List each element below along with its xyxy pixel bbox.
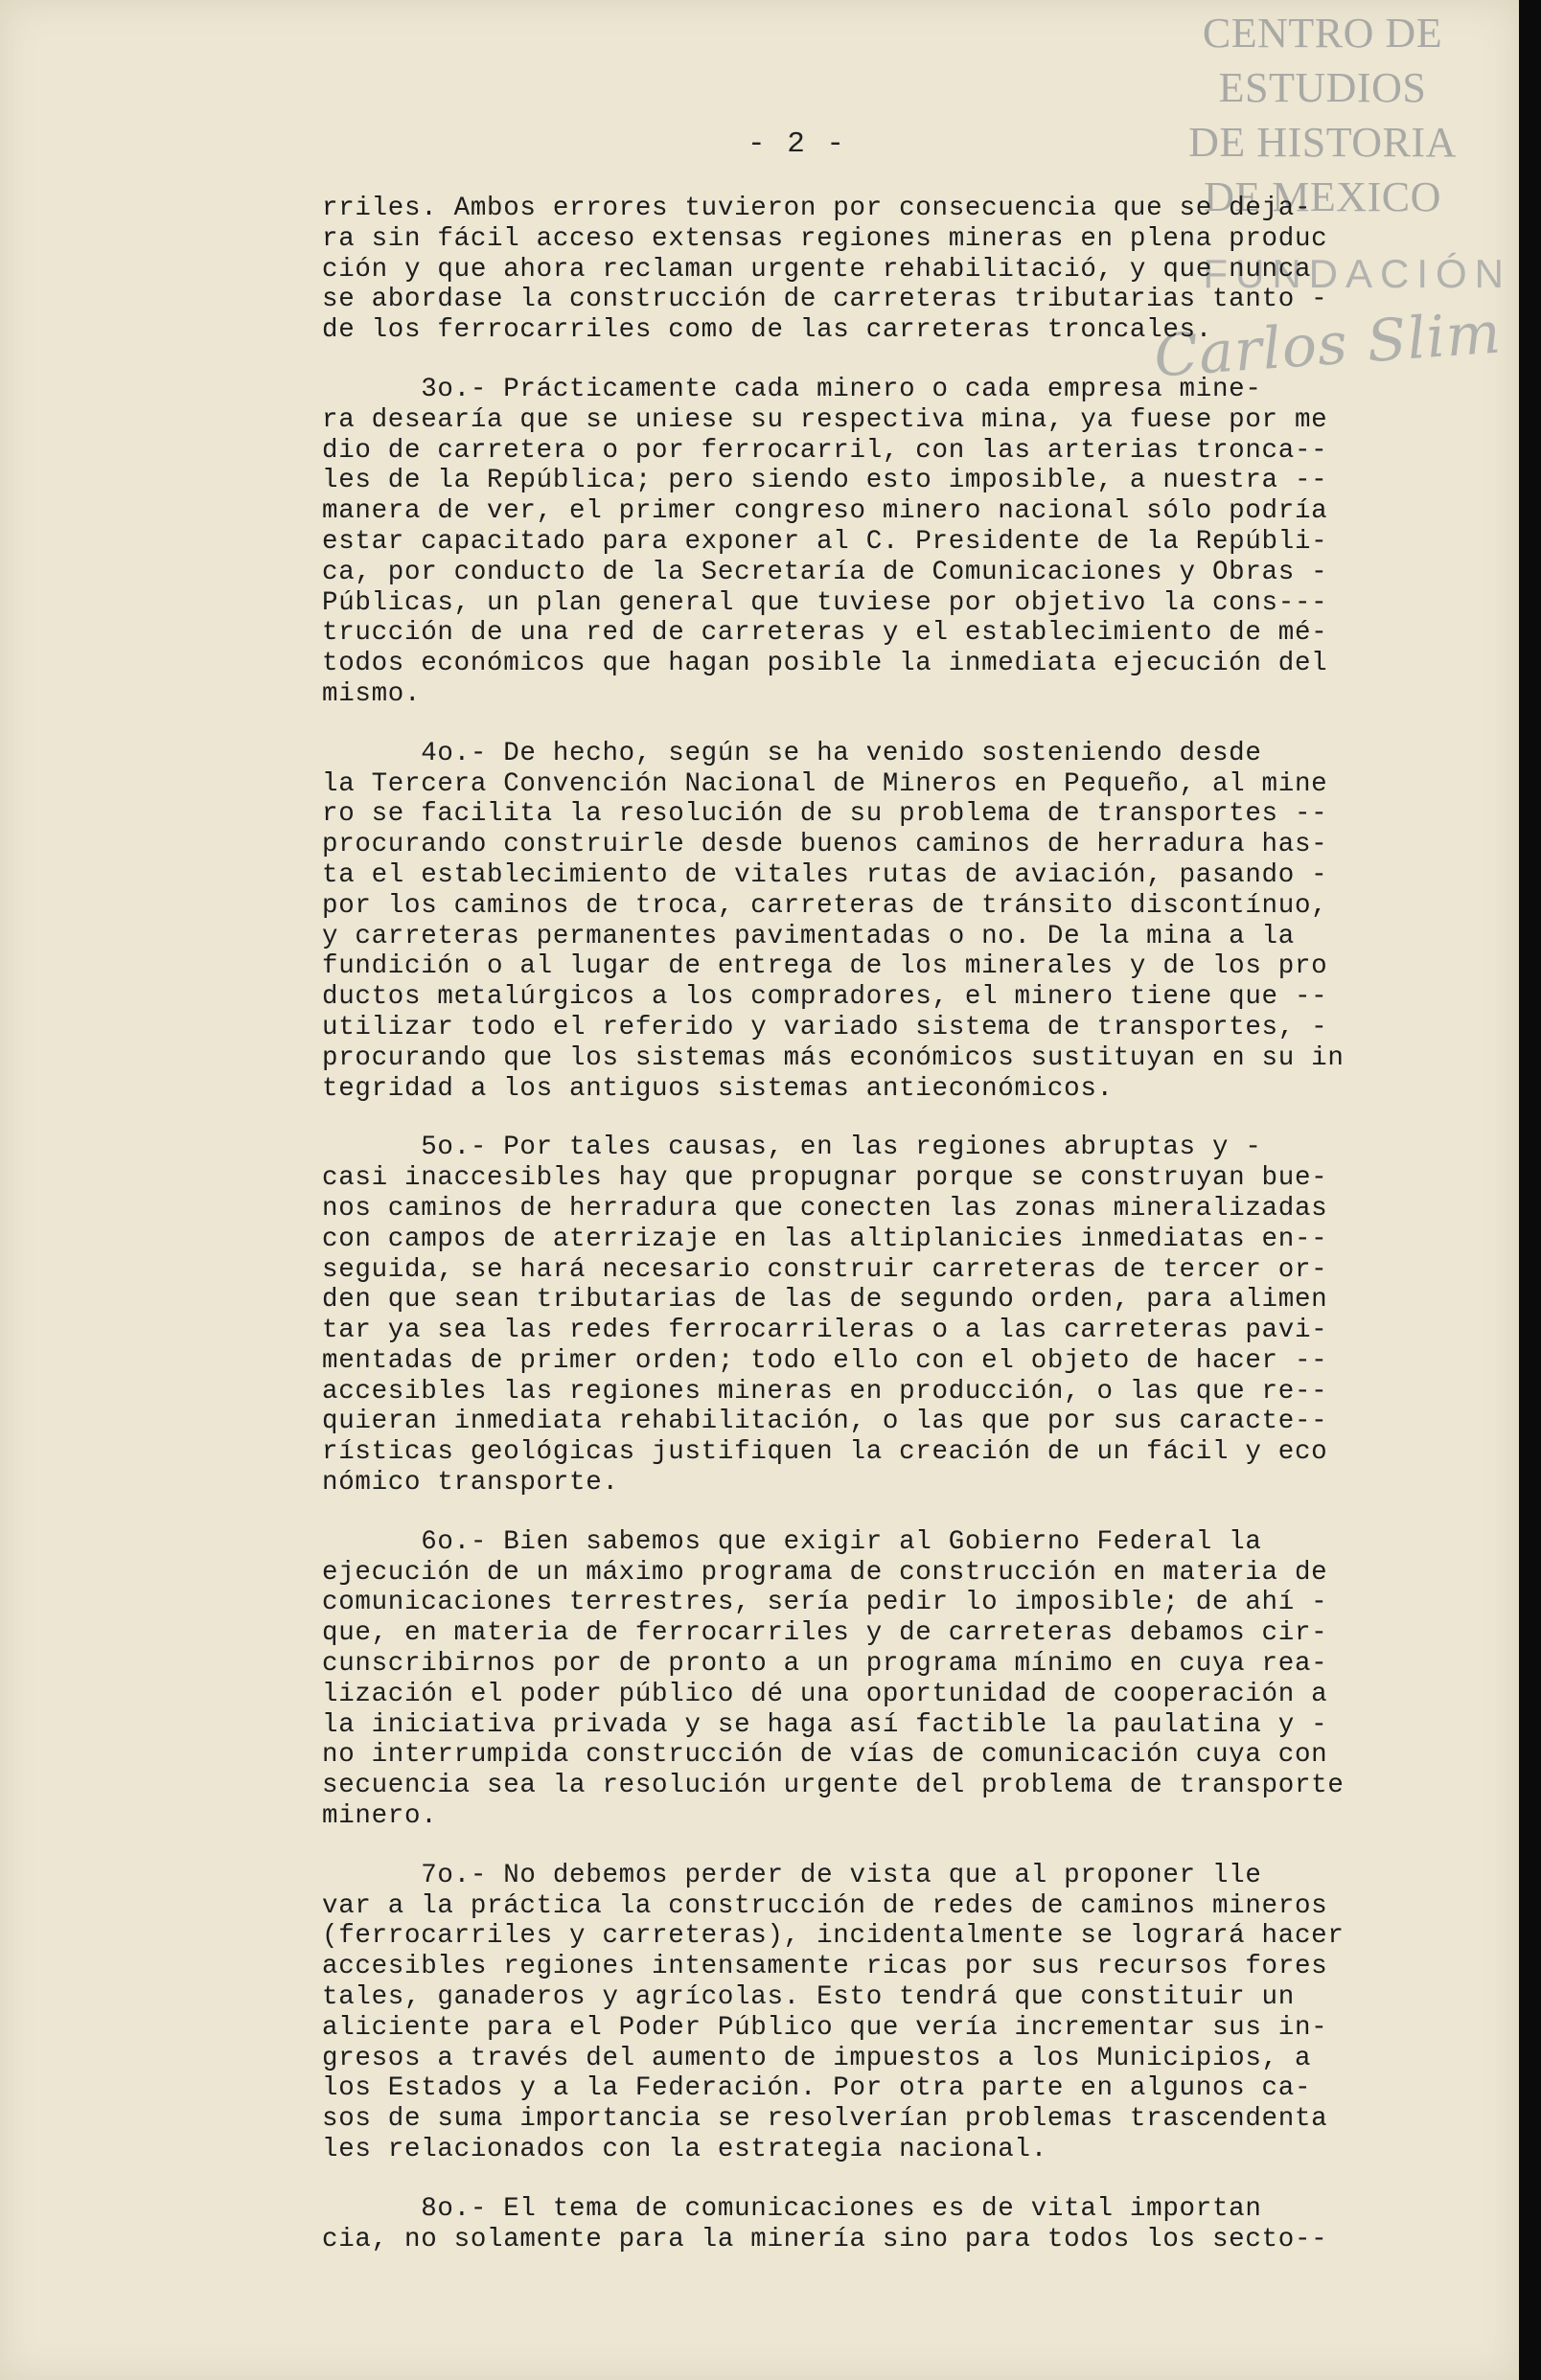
text-line: por los caminos de troca, carreteras de tránsito discontínuo, — [322, 890, 1328, 921]
text-line: procurando que los sistemas más económicos sustituyan en su in — [322, 1042, 1345, 1073]
text-line: rriles. Ambos errores tuvieron por consecuencia que se deja- — [322, 194, 1312, 223]
text-line: estar capacitado para exponer al C. Presidente de la Repúbli- — [322, 526, 1328, 557]
text-line: los Estados y a la Federación. Por otra parte en algunos ca- — [322, 2073, 1312, 2104]
text-line: ductos metalúrgicos a los compradores, el minero tiene que -- — [322, 982, 1328, 1013]
text-line: 6o.- Bien sabemos que exigir al Gobierno Federal la — [322, 1526, 1262, 1557]
text-line: comunicaciones terrestres, sería pedir lo imposible; de ahí - — [322, 1588, 1328, 1618]
text-line: la Tercera Convención Nacional de Mineros en Pequeño, al mine — [322, 768, 1328, 799]
text-line: ca, por conducto de la Secretaría de Comunicaciones y Obras - — [322, 557, 1328, 587]
watermark-fundacion: FUNDACIÓN — [1203, 251, 1511, 296]
archive-watermark — [1164, 6, 1481, 224]
text-line: manera de ver, el primer congreso minero nacional sólo podría — [322, 496, 1328, 527]
watermark-signature: Carlos Slim — [1152, 299, 1504, 391]
text-line: todos económicos que hagan posible la inmediata ejecución del — [322, 649, 1328, 679]
text-line: den que sean tributarias de las de segundo orden, para alimen — [322, 1285, 1328, 1316]
text-line: cunscribirnos por de pronto a un programa mínimo en cuya rea- — [322, 1649, 1328, 1680]
watermark-line: DE HISTORIA — [1188, 119, 1457, 166]
text-line: tar ya sea las redes ferrocarrileras o a las carreteras pavi- — [322, 1316, 1328, 1346]
text-line: lización el poder público dé una oportunidad de cooperación a — [322, 1679, 1328, 1709]
paragraph-4o — [322, 739, 1434, 1105]
text-line: procurando construirle desde buenos caminos de herradura has- — [322, 830, 1328, 860]
text-line: (ferrocarriles y carreteras), incidentalmente se logrará hacer — [322, 1921, 1345, 1952]
text-line: rísticas geológicas justifiquen la creación de un fácil y eco — [322, 1437, 1328, 1468]
paragraph-8o — [322, 2194, 1434, 2255]
text-line: accesibles regiones intensamente ricas por sus recursos fores — [322, 1952, 1328, 1982]
text-line: mismo. — [322, 678, 422, 709]
text-line: gresos a través del aumento de impuestos a los Municipios, a — [322, 2043, 1312, 2073]
text-line: no interrumpida construcción de vías de comunicación cuya con — [322, 1740, 1328, 1771]
text-line: tales, ganaderos y agrícolas. Esto tendrá que constituir un — [322, 1982, 1295, 2013]
text-line: cia, no solamente para la minería sino para todos los secto-- — [322, 2224, 1328, 2254]
text-line: ra desearía que se uniese su respectiva mina, ya fuese por me — [322, 404, 1328, 435]
text-line: var a la práctica la construcción de redes de caminos mineros — [322, 1890, 1328, 1921]
text-line: 8o.- El tema de comunicaciones es de vital importan — [322, 2193, 1262, 2224]
text-line: la iniciativa privada y se haga así factible la paulatina y - — [322, 1709, 1328, 1740]
text-line: casi inaccesibles hay que propugnar porque se construyan bue- — [322, 1163, 1328, 1194]
text-line: ejecución de un máximo programa de construcción en materia de — [322, 1557, 1328, 1588]
text-line: 5o.- Por tales causas, en las regiones abruptas y - — [322, 1133, 1262, 1163]
text-line: ra sin fácil acceso extensas regiones mineras en plena produc — [322, 223, 1328, 254]
text-line: nómico transporte. — [322, 1468, 619, 1499]
document-body — [322, 194, 1434, 2283]
watermark-line: ESTUDIOS — [1218, 64, 1427, 111]
text-line: dio de carretera o por ferrocarril, con las arterias tronca-- — [322, 435, 1328, 466]
text-line: quieran inmediata rehabilitación, o las que por sus caracte-- — [322, 1407, 1328, 1437]
text-line: accesibles las regiones mineras en producción, o las que re-- — [322, 1376, 1328, 1407]
text-line: secuencia sea la resolución urgente del problema de transporte — [322, 1771, 1345, 1801]
text-line: 3o.- Prácticamente cada minero o cada empresa mine- — [322, 374, 1262, 404]
scan-border — [1519, 0, 1541, 2380]
text-line: con campos de aterrizaje en las altiplanicies inmediatas en-- — [322, 1224, 1328, 1254]
text-line: aliciente para el Poder Público que vería incrementar sus in- — [322, 2012, 1328, 2043]
text-line: ro se facilita la resolución de su problema de transportes -- — [322, 799, 1328, 830]
text-line: tegridad a los antiguos sistemas antieconómicos. — [322, 1073, 1114, 1104]
paragraph-continuation — [322, 194, 1434, 346]
text-line: mentadas de primer orden; todo ello con el objeto de hacer -- — [322, 1345, 1328, 1376]
paragraph-6o — [322, 1527, 1434, 1832]
text-line: utilizar todo el referido y variado sistema de transportes, - — [322, 1012, 1328, 1042]
paragraph-5o — [322, 1133, 1434, 1499]
text-line: ción y que ahora reclaman urgente rehabilitació, y que nunca — [322, 254, 1312, 285]
text-line: se abordase la construcción de carreteras tributarias tanto - — [322, 285, 1328, 315]
text-line: 4o.- De hecho, según se ha venido sosteniendo desde — [322, 738, 1262, 768]
text-line: seguida, se hará necesario construir carreteras de tercer or- — [322, 1254, 1328, 1285]
paragraph-7o — [322, 1861, 1434, 2165]
text-line: les relacionados con la estrategia nacional. — [322, 2135, 1047, 2165]
page-number: - 2 - — [748, 127, 847, 161]
text-line: de los ferrocarriles como de las carreteras troncales. — [322, 315, 1212, 346]
text-line: 7o.- No debemos perder de vista que al proponer lle — [322, 1860, 1262, 1890]
text-line: trucción de una red de carreteras y el establecimiento de mé- — [322, 618, 1328, 649]
watermark-line: DE MEXICO — [1204, 173, 1441, 220]
text-line: que, en materia de ferrocarriles y de carreteras debamos cir- — [322, 1618, 1328, 1649]
text-line: ta el establecimiento de vitales rutas de aviación, pasando - — [322, 859, 1328, 890]
text-line: fundición o al lugar de entrega de los minerales y de los pro — [322, 951, 1328, 982]
watermark-line: CENTRO DE — [1202, 10, 1443, 57]
text-line: les de la República; pero siendo esto imposible, a nuestra -- — [322, 466, 1328, 496]
text-line: y carreteras permanentes pavimentadas o no. De la mina a la — [322, 921, 1295, 951]
text-line: sos de suma importancia se resolverían problemas trascendenta — [322, 2104, 1328, 2135]
paragraph-3o — [322, 375, 1434, 710]
text-line: nos caminos de herradura que conecten las zonas mineralizadas — [322, 1193, 1328, 1224]
text-line: minero. — [322, 1801, 438, 1832]
text-line: Públicas, un plan general que tuviese por objetivo la cons--- — [322, 587, 1328, 618]
